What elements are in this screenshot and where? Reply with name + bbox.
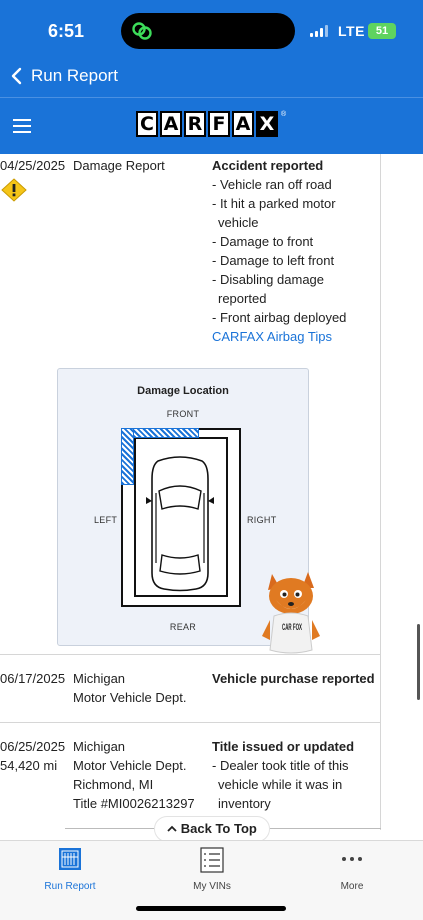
record-detail: reported [218, 291, 267, 306]
signal-icon [310, 25, 330, 37]
logo-letter: R [184, 111, 206, 137]
record-detail: inventory [218, 796, 271, 811]
record-source: Michigan [73, 671, 126, 686]
scrollbar[interactable] [417, 624, 420, 700]
record-mileage: 54,420 mi [0, 758, 58, 773]
record-source: Motor Vehicle Dept. [73, 690, 187, 705]
logo-letter: X [256, 111, 278, 137]
registered-mark-icon: ® [281, 111, 287, 118]
tab-label: More [340, 881, 364, 892]
record-source: Motor Vehicle Dept. [73, 758, 187, 773]
damage-left-front-hatch [121, 428, 134, 485]
chevron-left-icon [10, 67, 22, 85]
record-detail: - Vehicle ran off road [212, 177, 332, 192]
hamburger-menu-icon[interactable] [13, 119, 31, 133]
chevron-up-icon [167, 816, 177, 823]
record-detail: vehicle while it was in [218, 777, 343, 792]
record-title: Title issued or updated [212, 739, 355, 754]
battery-icon [368, 23, 396, 39]
carfox-mascot-icon [256, 566, 326, 656]
network-label: LTE [338, 23, 365, 39]
mascot-shirt-text: CAR FOX [282, 622, 302, 632]
record-source: Michigan [73, 739, 126, 754]
back-to-top-button[interactable] [154, 816, 270, 840]
damage-title: Damage Location [137, 385, 229, 397]
tab-label: My VINs [193, 881, 231, 892]
more-dots-icon [340, 847, 364, 871]
list-icon [200, 847, 224, 873]
damage-front-label: FRONT [166, 409, 200, 419]
damage-left-label: LEFT [94, 515, 118, 525]
record-detail: - It hit a parked motor [212, 196, 336, 211]
record-title: Vehicle purchase reported [212, 671, 375, 686]
tab-more[interactable] [292, 847, 412, 893]
record-date: 06/17/2025 [0, 671, 66, 686]
logo-letter: C [136, 111, 158, 137]
record-date: 06/25/2025 [0, 739, 66, 754]
record-detail: vehicle [218, 215, 259, 230]
row-divider [0, 722, 381, 723]
dynamic-island [121, 13, 295, 49]
damage-rear-label: REAR [169, 622, 197, 632]
back-button-label: Run Report [31, 66, 118, 85]
damage-right-label: RIGHT [247, 515, 277, 525]
row-divider [0, 654, 381, 655]
link-rings-icon [131, 21, 153, 41]
app-header [0, 97, 423, 154]
record-source: Damage Report [73, 158, 165, 173]
battery-level: 51 [375, 25, 389, 37]
back-to-top-label: Back To Top [180, 821, 257, 836]
tab-my-vins[interactable] [152, 847, 272, 893]
record-title: Accident reported [212, 158, 324, 173]
record-detail: - Dealer took title of this [212, 758, 349, 773]
record-source: Richmond, MI [73, 777, 154, 792]
tab-run-report[interactable] [10, 847, 130, 893]
report-content[interactable] [0, 154, 423, 840]
logo-letter: A [160, 111, 182, 137]
car-outline-icon [146, 455, 214, 593]
tab-label: Run Report [44, 881, 96, 892]
logo-letter: F [208, 111, 230, 137]
carfax-logo [136, 111, 286, 137]
record-detail: - Damage to front [212, 234, 314, 249]
run-report-icon [58, 847, 82, 871]
airbag-tips-link[interactable]: CARFAX Airbag Tips [212, 329, 332, 344]
warning-icon [1, 178, 27, 202]
logo-letter: A [232, 111, 254, 137]
record-detail: - Disabling damage [212, 272, 325, 287]
back-button[interactable] [10, 63, 118, 89]
record-detail: - Damage to left front [212, 253, 335, 268]
record-detail: - Front airbag deployed [212, 310, 347, 325]
record-date: 04/25/2025 [0, 158, 66, 173]
home-indicator [136, 906, 286, 911]
status-nav-area [0, 0, 423, 97]
record-source: Title #MI0026213297 [73, 796, 195, 811]
status-time: 6:51 [48, 21, 85, 41]
